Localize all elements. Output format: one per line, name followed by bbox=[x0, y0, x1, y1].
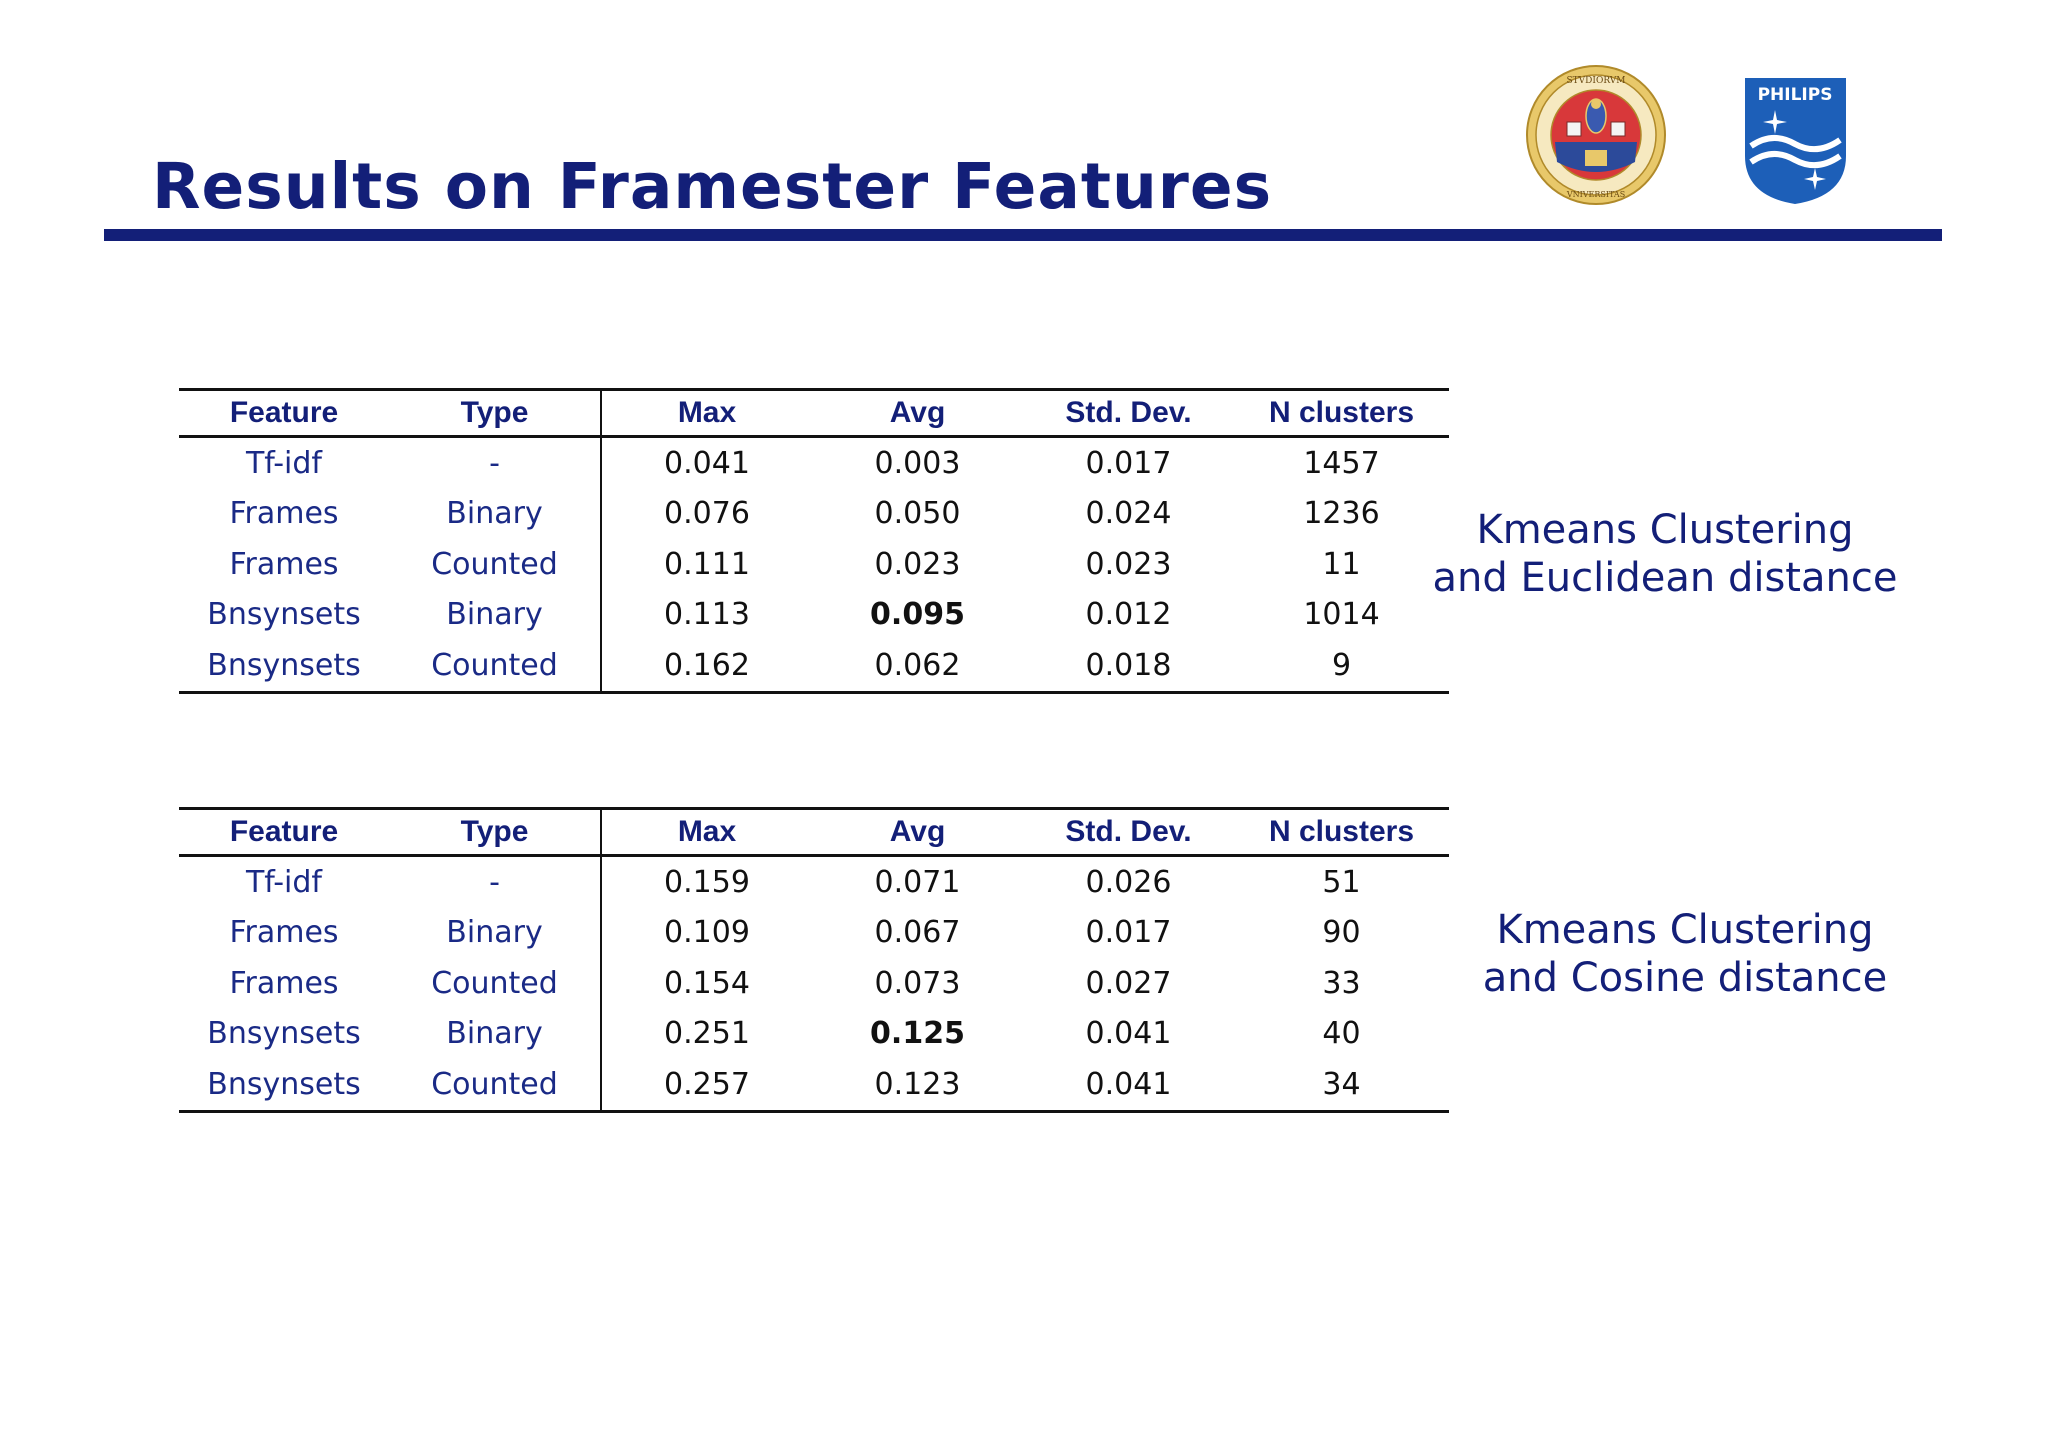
cell-max: 0.113 bbox=[601, 590, 812, 641]
cell-avg: 0.073 bbox=[874, 965, 961, 1001]
cell-feature: Bnsynsets bbox=[207, 597, 361, 633]
header-avg: Avg bbox=[889, 815, 946, 848]
cell-avg: 0.067 bbox=[874, 915, 961, 951]
header-feature: Feature bbox=[229, 815, 339, 848]
cell-avg: 0.062 bbox=[874, 647, 961, 683]
cell-type: Counted bbox=[431, 647, 558, 683]
table-row bbox=[179, 1059, 1449, 1111]
cell-std-dev: 0.023 bbox=[1085, 546, 1172, 582]
cell-type: - bbox=[489, 445, 500, 481]
svg-text:VNIVERSITAS: VNIVERSITAS bbox=[1566, 190, 1626, 199]
cell-n-clusters: 40 bbox=[1322, 1016, 1361, 1052]
cell-n-clusters: 9 bbox=[1331, 647, 1352, 683]
header-type: Type bbox=[460, 815, 529, 848]
cell-std-dev: 0.017 bbox=[1085, 915, 1172, 951]
cell-max: 0.162 bbox=[601, 640, 812, 692]
cell-avg: 0.050 bbox=[874, 496, 961, 532]
cell-feature: Frames bbox=[229, 496, 339, 532]
cell-type: Binary bbox=[446, 915, 543, 951]
cell-max: 0.111 bbox=[601, 539, 812, 590]
university-seal-logo bbox=[1525, 64, 1667, 206]
cell-max: 0.257 bbox=[601, 1059, 812, 1111]
table-row bbox=[179, 539, 1449, 590]
cell-max: 0.159 bbox=[601, 856, 812, 908]
svg-text:PHILIPS: PHILIPS bbox=[1757, 85, 1833, 105]
cell-max: 0.154 bbox=[601, 958, 812, 1009]
cell-std-dev: 0.041 bbox=[1085, 1066, 1172, 1102]
table-row bbox=[179, 856, 1449, 908]
table-header-row bbox=[179, 390, 1449, 437]
cell-max: 0.076 bbox=[601, 489, 812, 540]
euclidean-results-table bbox=[179, 388, 1449, 694]
table-row bbox=[179, 958, 1449, 1009]
header-avg: Avg bbox=[889, 396, 946, 429]
header-max: Max bbox=[601, 390, 812, 437]
cell-feature: Tf-idf bbox=[245, 445, 322, 481]
cell-n-clusters: 1014 bbox=[1303, 597, 1380, 633]
caption-line: Kmeans Clustering bbox=[1476, 507, 1854, 553]
cell-n-clusters: 11 bbox=[1322, 546, 1361, 582]
cell-avg: 0.023 bbox=[874, 546, 961, 582]
cell-max: 0.041 bbox=[601, 437, 812, 489]
cell-type: Binary bbox=[446, 1016, 543, 1052]
cell-type: Counted bbox=[431, 965, 558, 1001]
cell-std-dev: 0.017 bbox=[1085, 445, 1172, 481]
cell-std-dev: 0.012 bbox=[1085, 597, 1172, 633]
cell-type: Counted bbox=[431, 1066, 558, 1102]
cell-type: Binary bbox=[446, 496, 543, 532]
table-header-row bbox=[179, 809, 1449, 856]
header-std-dev: Std. Dev. bbox=[1065, 815, 1192, 848]
cell-feature: Frames bbox=[229, 915, 339, 951]
cell-n-clusters: 90 bbox=[1322, 915, 1361, 951]
table-row bbox=[179, 640, 1449, 692]
header-type: Type bbox=[460, 396, 529, 429]
cell-avg: 0.003 bbox=[874, 445, 961, 481]
cell-avg-best: 0.095 bbox=[870, 597, 965, 633]
cosine-caption bbox=[1445, 906, 1925, 1002]
cell-std-dev: 0.041 bbox=[1085, 1016, 1172, 1052]
cell-avg: 0.123 bbox=[874, 1066, 961, 1102]
table-row bbox=[179, 437, 1449, 489]
cell-std-dev: 0.024 bbox=[1085, 496, 1172, 532]
cell-feature: Bnsynsets bbox=[207, 1066, 361, 1102]
cell-std-dev: 0.026 bbox=[1085, 864, 1172, 900]
slide-title: Results on Framester Features bbox=[152, 150, 1273, 223]
cell-feature: Tf-idf bbox=[245, 864, 322, 900]
cell-max: 0.251 bbox=[601, 1009, 812, 1060]
cell-feature: Bnsynsets bbox=[207, 647, 361, 683]
cell-type: Counted bbox=[431, 546, 558, 582]
cell-n-clusters: 51 bbox=[1322, 864, 1361, 900]
table-row bbox=[179, 1009, 1449, 1060]
cell-avg: 0.071 bbox=[874, 864, 961, 900]
header-max: Max bbox=[601, 809, 812, 856]
cell-std-dev: 0.027 bbox=[1085, 965, 1172, 1001]
svg-text:STVDIORVM: STVDIORVM bbox=[1566, 76, 1626, 86]
cell-feature: Frames bbox=[229, 546, 339, 582]
table-row bbox=[179, 908, 1449, 959]
caption-line: and Euclidean distance bbox=[1432, 555, 1898, 601]
cell-feature: Bnsynsets bbox=[207, 1016, 361, 1052]
cell-max: 0.109 bbox=[601, 908, 812, 959]
caption-line: and Cosine distance bbox=[1482, 955, 1888, 1001]
cell-n-clusters: 34 bbox=[1322, 1066, 1361, 1102]
table-row bbox=[179, 590, 1449, 641]
cell-type: - bbox=[489, 864, 500, 900]
cell-type: Binary bbox=[446, 597, 543, 633]
philips-logo bbox=[1743, 76, 1848, 206]
header-n-clusters: N clusters bbox=[1268, 815, 1415, 848]
euclidean-caption bbox=[1425, 506, 1905, 602]
table-row bbox=[179, 489, 1449, 540]
header-feature: Feature bbox=[229, 396, 339, 429]
header-n-clusters: N clusters bbox=[1268, 396, 1415, 429]
header-std-dev: Std. Dev. bbox=[1065, 396, 1192, 429]
cosine-results-table bbox=[179, 807, 1449, 1113]
cell-std-dev: 0.018 bbox=[1085, 647, 1172, 683]
cell-n-clusters: 1457 bbox=[1303, 445, 1380, 481]
cell-n-clusters: 1236 bbox=[1303, 496, 1380, 532]
caption-line: Kmeans Clustering bbox=[1496, 907, 1874, 953]
title-underline bbox=[104, 229, 1942, 241]
cell-avg-best: 0.125 bbox=[870, 1016, 965, 1052]
cell-n-clusters: 33 bbox=[1322, 965, 1361, 1001]
cell-feature: Frames bbox=[229, 965, 339, 1001]
